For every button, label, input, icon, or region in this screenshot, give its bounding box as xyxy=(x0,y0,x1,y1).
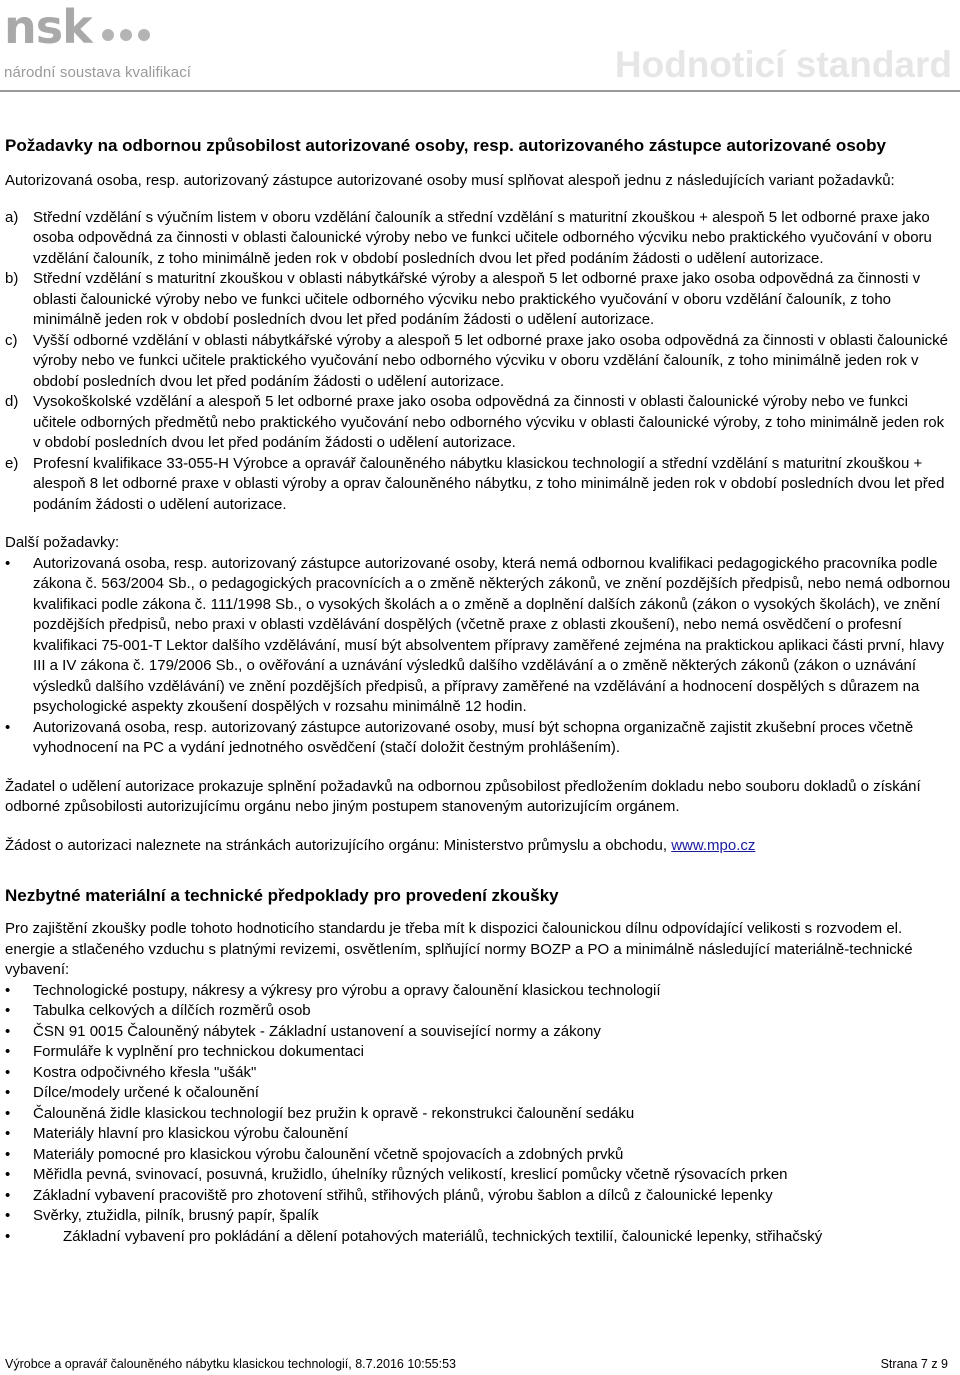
list-item: • Měřidla pevná, svinovací, posuvná, kružidlo, úhelníky různých velikostí, kreslicí pomůcky včetně rýsovacích prken xyxy=(5,1165,955,1186)
page-content xyxy=(5,134,955,1247)
list-item: • Technologické postupy, nákresy a výkresy pro výrobu a opravy čalounění klasickou technologií xyxy=(5,981,955,1002)
page-number: Strana 7 z 9 xyxy=(880,1357,948,1371)
list-item: • Materiály hlavní pro klasickou výrobu čalounění xyxy=(5,1124,955,1145)
header-divider xyxy=(0,90,960,92)
mpo-link[interactable]: www.mpo.cz xyxy=(671,836,756,854)
list-item: • Tabulka celkových a dílčích rozměrů osob xyxy=(5,1001,955,1022)
list-item: • Formuláře k vyplnění pro technickou dokumentaci xyxy=(5,1042,955,1063)
applicant-paragraph: Žadatel o udělení autorizace prokazuje splnění požadavků na odbornou způsobilost předložením dokladu nebo souboru dokladů o získání odborné způsobilosti autorizujícímu orgánu nebo jiným postupem stanoveným autorizujícím orgánem. xyxy=(5,777,921,815)
further-requirements-list xyxy=(5,554,955,759)
logo-dots-icon xyxy=(102,28,156,46)
list-item: • Kostra odpočivného křesla "ušák" xyxy=(5,1063,955,1084)
nsk-logo xyxy=(4,0,209,88)
requirements-intro: Autorizovaná osoba, resp. autorizovaný zástupce autorizované osoby musí splňovat alespoň jednu z následujících variant požadavků: xyxy=(5,172,895,189)
application-paragraph: Žádost o autorizaci naleznete na stránkách autorizujícího orgánu: Ministerstvo průmyslu a obchodu, www.mpo.cz xyxy=(5,836,756,854)
section-title-requirements: Požadavky na odbornou způsobilost autorizované osoby, resp. autorizovaného zástupce autorizované osoby xyxy=(5,136,886,155)
list-item: c) Vyšší odborné vzdělání v oblasti nábytkářské výroby a alespoň 5 let odborné praxe jako osoba odpovědná za činnosti v oblasti čalounické výroby nebo ve funkci učitele praktického vyučování nebo odborného výcviku v oboru vzdělání čalouník, z toho minimálně jeden rok v období posledních dvou let před podáním žádosti o udělení autorizace. xyxy=(5,331,948,390)
list-item: e) Profesní kvalifikace 33-055-H Výrobce a opravář čalouněného nábytku klasickou technologií a střední vzdělání s maturitní zkouškou + alespoň 8 let odborné praxe v oblasti výroby a oprav čalouněného nábytku, z toho minimálně jeden rok v období posledních dvou let před podáním žádosti o udělení autorizace. xyxy=(5,454,945,513)
page-header xyxy=(0,0,960,92)
list-item: a) Střední vzdělání s výučním listem v oboru vzdělání čalouník a střední vzdělání s maturitní zkouškou + alespoň 5 let odborné praxe jako osoba odpovědná za činnosti v oblasti čalounické výroby nebo ve funkci učitele odborného výcviku nebo praktického vyučování v oboru vzdělání čalouník, z toho minimálně jeden rok v období posledních dvou let před podáním žádosti o udělení autorizace. xyxy=(5,208,932,267)
materials-list xyxy=(5,981,955,1248)
document-title: Hodnoticí standard xyxy=(614,44,952,85)
logo-subtitle: národní soustava kvalifikací xyxy=(4,64,192,81)
further-requirements-label: Další požadavky: xyxy=(5,534,120,551)
list-item: • Základní vybavení pracoviště pro zhotovení střihů, střihových plánů, výrobu šablon a dílců z čalounické lepenky xyxy=(5,1186,955,1207)
section-title-materials: Nezbytné materiální a technické předpoklady pro provedení zkoušky xyxy=(5,886,559,905)
list-item: • Svěrky, ztužidla, pilník, brusný papír, špalík xyxy=(5,1206,955,1227)
list-item: d) Vysokoškolské vzdělání a alespoň 5 let odborné praxe jako osoba odpovědná za činnosti v oblasti čalounické výroby nebo ve funkci učitele odborných předmětů nebo praktického vyučování nebo odborného výcviku v oblasti čalounické výroby, z toho minimálně jeden rok v období posledních dvou let před podáním žádosti o udělení autorizace. xyxy=(5,393,945,451)
list-item: • Čalouněná židle klasickou technologií bez pružin k opravě - rekonstrukci čalounění sedáku xyxy=(5,1104,955,1125)
list-item: • Autorizovaná osoba, resp. autorizovaný zástupce autorizované osoby, musí být schopna organizačně zajistit zkušební proces včetně vyhodnocení na PC a vydání jednotného osvědčení (stačí doložit čestným prohlášením). xyxy=(5,718,955,759)
logo-text: nsk xyxy=(4,0,92,54)
list-item: • Materiály pomocné pro klasickou výrobu čalounění včetně spojovacích a zdobných prvků xyxy=(5,1145,955,1166)
list-item: b) Střední vzdělání s maturitní zkouškou v oblasti nábytkářské výroby a alespoň 5 let odborné praxe jako osoba odpovědná za činnosti v oblasti čalounické výroby nebo ve funkci učitele odborného výcviku nebo praktického vyučování v oboru vzdělání čalouník, z toho minimálně jeden rok v období posledních dvou let před podáním žádosti o udělení autorizace. xyxy=(5,270,921,328)
footer-document-info: Výrobce a opravář čalouněného nábytku klasickou technologií, 8.7.2016 10:55:53 xyxy=(5,1357,457,1371)
list-item: • Dílce/modely určené k očalounění xyxy=(5,1083,955,1104)
list-item: • ČSN 91 0015 Čalouněný nábytek - Základní ustanovení a související normy a zákony xyxy=(5,1022,955,1043)
list-item: • Autorizovaná osoba, resp. autorizovaný zástupce autorizované osoby, která nemá odbornou kvalifikaci pedagogického pracovníka podle zákona č. 563/2004 Sb., o pedagogických pracovnících a o změně některých zákonů, ve znění pozdějších předpisů, nebo nemá odbornou kvalifikaci podle zákona č. 111/1998 Sb., o vysokých školách a o změně a doplnění dalších zákonů (zákon o vysokých školách), ve znění pozdějších předpisů, nebo praxi v oblasti vzdělávání dospělých (včetně praxe z oblasti zkoušení), nebo nemá osvědčení o profesní kvalifikaci 75-001-T Lektor dalšího vzdělávání, musí být absolventem přípravy zaměřené zejména na praktickou aplikaci části první, hlavy III a IV zákona č. 179/2006 Sb., o ověřování a uznávání výsledků dalšího vzdělávání a o změně některých zákonů (zákon o uznávání výsledků dalšího vzdělávání) ve znění pozdějších předpisů, a přípravy zaměřené na vzdělávání a hodnocení dospělých s důrazem na psychologické aspekty zkoušení dospělých v rozsahu minimálně 12 hodin. xyxy=(5,554,955,718)
variant-list xyxy=(5,208,955,516)
materials-intro: Pro zajištění zkoušky podle tohoto hodnoticího standardu je třeba mít k dispozici čalounickou dílnu odpovídající velikosti s rozvodem el. energie a stlačeného vzduchu s platnými revizemi, osvětlením, splňující normy BOZP a PO a minimálně následující materiálně-technické vybavení: xyxy=(5,920,913,978)
list-item: • Základní vybavení pro pokládání a dělení potahových materiálů, technických textilií, čalounické lepenky, střihačský xyxy=(5,1227,955,1248)
page-footer xyxy=(5,1357,948,1371)
